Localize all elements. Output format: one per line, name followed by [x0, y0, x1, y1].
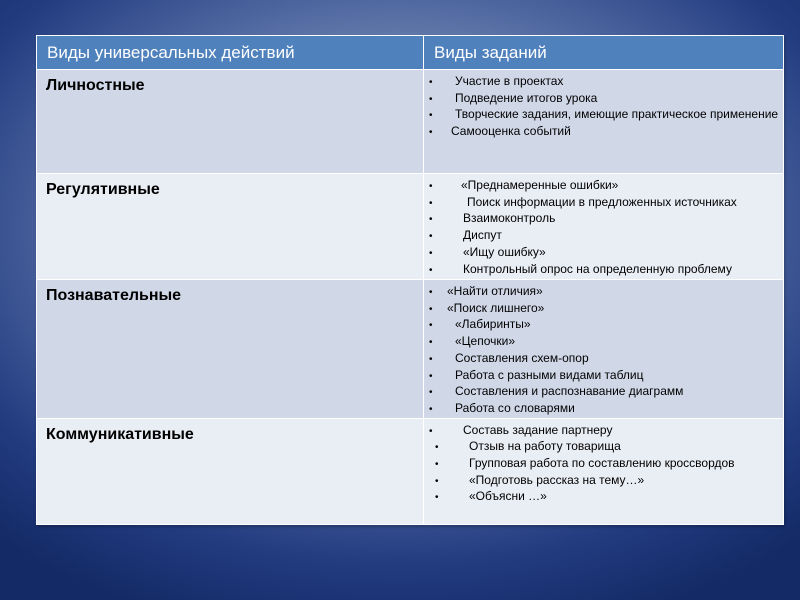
header-action-types: Виды универсальных действий	[37, 36, 424, 70]
bullet-icon: •	[429, 231, 433, 243]
list-item: • Контрольный опрос на определенную проблему	[429, 262, 779, 279]
list-item: • Работа с разными видами таблиц	[429, 368, 779, 385]
bullet-icon: •	[429, 110, 433, 122]
header-task-types: Виды заданий	[424, 36, 784, 70]
table-row	[37, 174, 784, 280]
task-list	[429, 178, 779, 278]
list-item: • Поиск информации в предложенных источниках	[429, 195, 779, 212]
task-list	[429, 284, 779, 418]
bullet-icon: •	[429, 320, 433, 332]
list-item: • Отзыв на работу товарища	[429, 439, 779, 456]
bullet-icon: •	[429, 77, 433, 88]
list-item: • «Поиск лишнего»	[429, 301, 779, 318]
list-item: • «Лабиринты»	[429, 317, 779, 334]
list-item: • «Объясни …»	[429, 489, 779, 506]
list-item: • «Цепочки»	[429, 334, 779, 351]
bullet-icon: •	[429, 287, 433, 298]
table-row	[37, 280, 784, 419]
bullet-icon: •	[435, 492, 439, 504]
list-item: • Подведение итогов урока	[429, 91, 779, 108]
list-item: • «Ищу ошибку»	[429, 245, 779, 262]
bullet-icon: •	[429, 181, 433, 192]
bullet-icon: •	[429, 214, 433, 226]
bullet-icon: •	[435, 459, 439, 471]
list-item: • Составления схем-опор	[429, 351, 779, 368]
category-cell: Коммуникативные	[37, 418, 424, 524]
tasks-cell	[424, 70, 784, 174]
bullet-icon: •	[429, 303, 433, 315]
bullet-icon: •	[429, 370, 433, 382]
bullet-icon: •	[429, 425, 433, 437]
bullet-icon: •	[429, 127, 433, 139]
list-item: • Диспут	[429, 228, 779, 245]
table-row	[37, 70, 784, 174]
bullet-icon: •	[429, 197, 433, 209]
bullet-icon: •	[429, 337, 433, 349]
list-item: • Работа со словарями	[429, 401, 779, 418]
bullet-icon: •	[429, 403, 433, 415]
bullet-icon: •	[435, 475, 439, 487]
actions-tasks-table	[36, 35, 784, 525]
bullet-icon: •	[429, 93, 433, 105]
list-item: • Участие в проектах	[429, 74, 779, 91]
table-row	[37, 418, 784, 524]
category-cell: Регулятивные	[37, 174, 424, 280]
list-item: • «Найти отличия»	[429, 284, 779, 301]
list-item: • Групповая работа по составлению кроссвордов	[429, 456, 779, 473]
list-item: • «Преднамеренные ошибки»	[429, 178, 779, 195]
tasks-cell	[424, 418, 784, 524]
list-item: • Самооценка событий	[429, 124, 779, 141]
bullet-icon: •	[429, 353, 433, 365]
bullet-icon: •	[429, 387, 433, 399]
tasks-cell	[424, 174, 784, 280]
list-item: • Творческие задания, имеющие практическое применение	[429, 107, 779, 124]
category-cell: Познавательные	[37, 280, 424, 419]
list-item: • Составь задание партнеру	[429, 423, 779, 440]
tasks-cell	[424, 280, 784, 419]
bullet-icon: •	[435, 442, 439, 454]
list-item: • Взаимоконтроль	[429, 211, 779, 228]
task-list	[429, 74, 779, 141]
task-list	[429, 423, 779, 507]
category-cell: Личностные	[37, 70, 424, 174]
bullet-icon: •	[429, 247, 433, 259]
list-item: • Составления и распознавание диаграмм	[429, 384, 779, 401]
table-header-row	[37, 36, 784, 70]
list-item: • «Подготовь рассказ на тему…»	[429, 473, 779, 490]
bullet-icon: •	[429, 264, 433, 276]
